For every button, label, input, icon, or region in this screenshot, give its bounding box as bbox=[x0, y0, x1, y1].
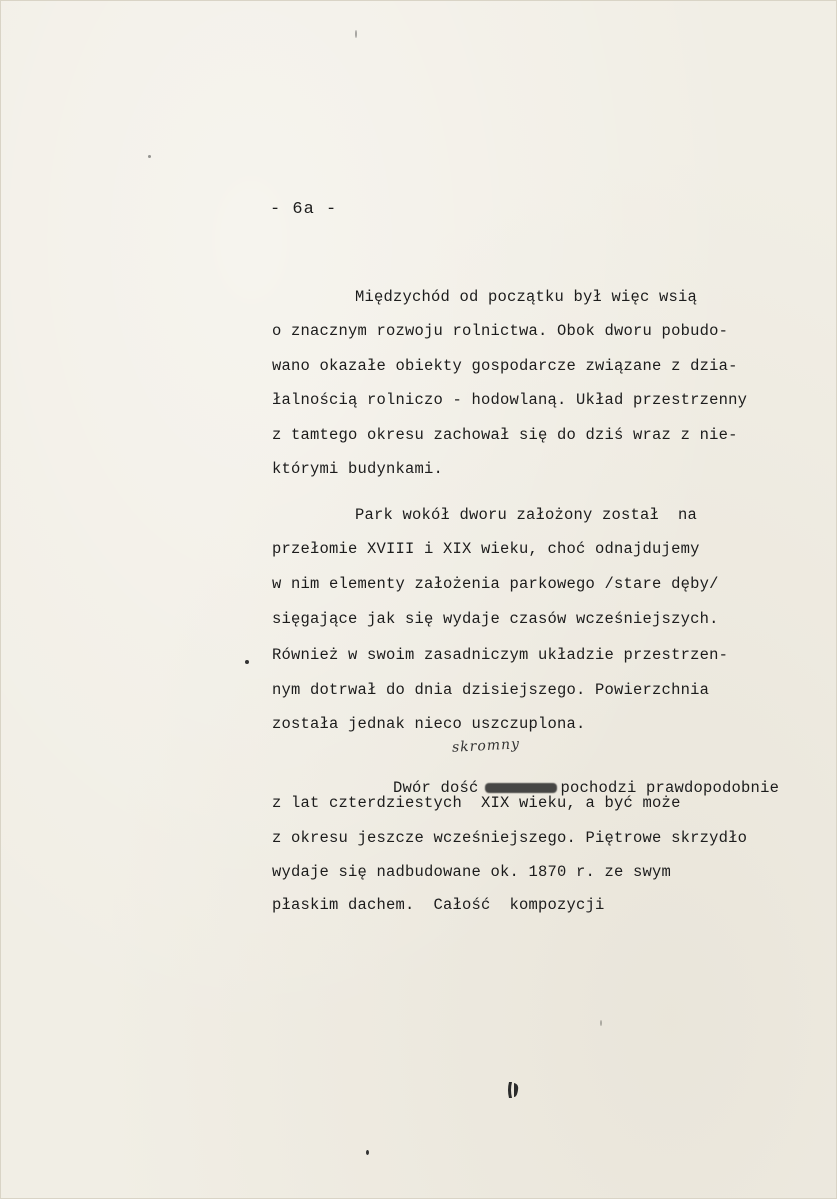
handwritten-insert: skromny bbox=[451, 736, 521, 756]
page-number: - 6a - bbox=[270, 200, 338, 219]
scan-speck bbox=[148, 155, 151, 158]
text-line: nym dotrwał do dnia dzisiejszego. Powierzchnia bbox=[272, 681, 710, 699]
text-line: Międzychód od początku był więc wsią bbox=[355, 288, 698, 306]
text-segment: pochodzi prawdopodobnie bbox=[560, 779, 780, 797]
text-line: została jednak nieco uszczuplona. bbox=[272, 715, 586, 733]
text-line: z tamtego okresu zachował się do dziś wraz z nie- bbox=[272, 426, 738, 444]
text-segment: Dwór dość bbox=[393, 779, 479, 797]
text-line: płaskim dachem. Całość kompozycji bbox=[272, 896, 605, 914]
scan-speck bbox=[366, 1150, 369, 1155]
text-line: Park wokół dworu założony został na bbox=[355, 506, 698, 524]
text-line: o znacznym rozwoju rolnictwa. Obok dworu pobudo- bbox=[272, 322, 729, 340]
text-line: z okresu jeszcze wcześniejszego. Piętrowe skrzydło bbox=[272, 829, 748, 847]
text-line: sięgające jak się wydaje czasów wcześniejszych. bbox=[272, 610, 719, 628]
scan-speck bbox=[355, 30, 357, 38]
text-line: wydaje się nadbudowane ok. 1870 r. ze swym bbox=[272, 863, 672, 881]
struck-out-word bbox=[485, 783, 557, 793]
text-line: przełomie XVIII i XIX wieku, choć odnajdujemy bbox=[272, 540, 700, 558]
scan-speck bbox=[600, 1020, 602, 1026]
text-line: którymi budynkami. bbox=[272, 460, 444, 478]
text-line: Również w swoim zasadniczym układzie przestrzen- bbox=[272, 646, 729, 664]
text-line: w nim elementy założenia parkowego /stare dęby/ bbox=[272, 575, 719, 593]
text-line: wano okazałe obiekty gospodarcze związane z dzia- bbox=[272, 357, 738, 375]
scan-speck bbox=[245, 660, 249, 664]
text-line: łalnością rolniczo - hodowlaną. Układ przestrzenny bbox=[272, 391, 748, 409]
ink-mark-icon bbox=[506, 1080, 520, 1100]
text-line: z lat czterdziestych XIX wieku, a być może bbox=[272, 794, 681, 812]
